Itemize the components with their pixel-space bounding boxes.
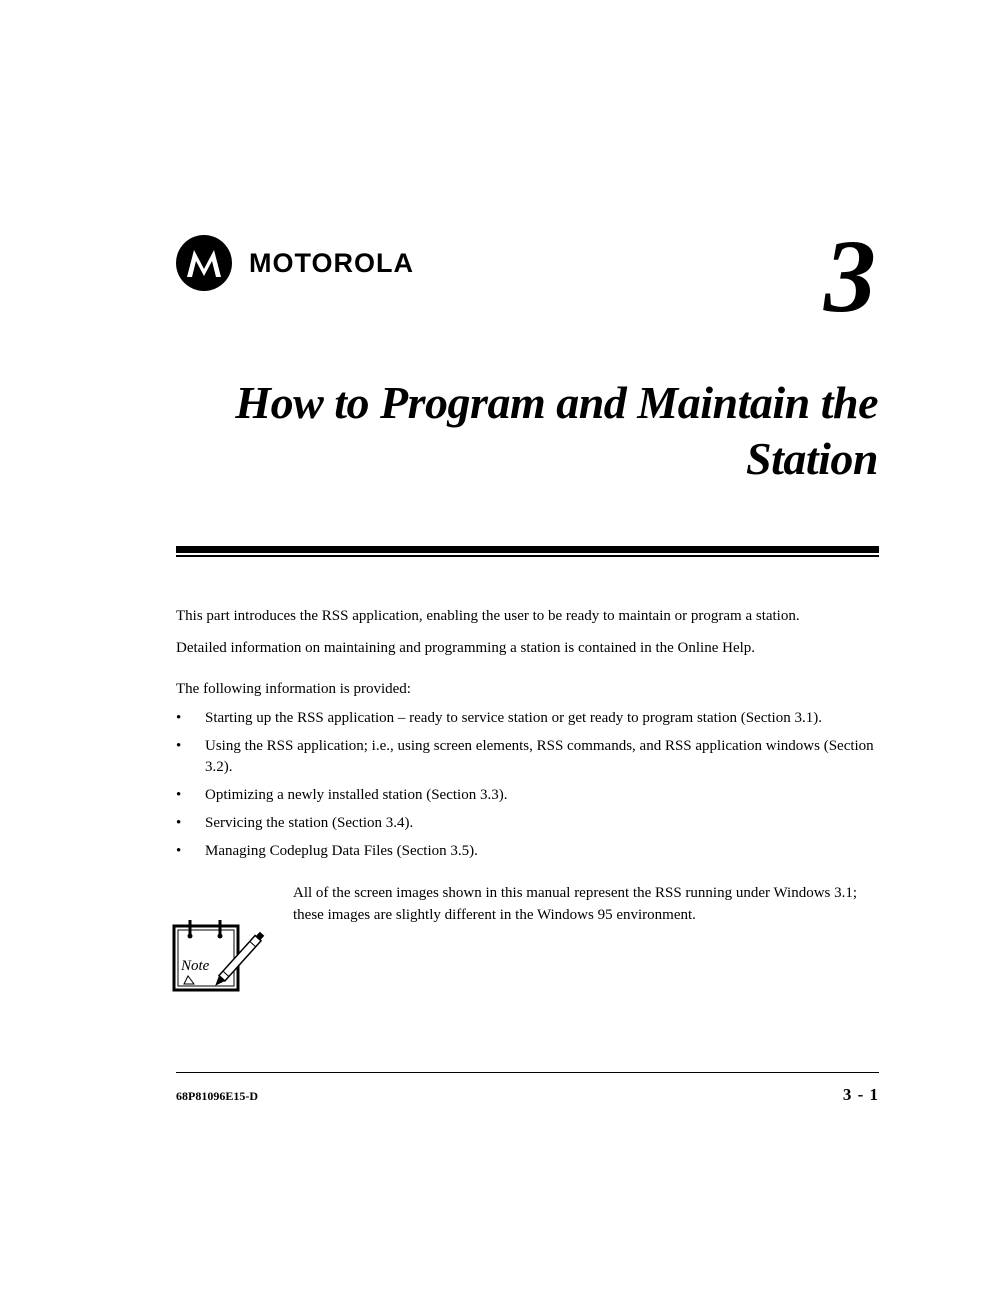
list-item: [176, 736, 896, 778]
document-number: 68P81096E15-D: [176, 1089, 258, 1103]
list-item: [176, 841, 896, 862]
list-item-text: Optimizing a newly installed station (Section 3.3).: [205, 787, 508, 803]
brand-name: MOTOROLA: [249, 248, 414, 278]
intro-paragraph-2: Detailed information on maintaining and programming a station is contained in the Online Help.: [176, 640, 756, 656]
list-item: [176, 785, 896, 806]
list-item: [176, 813, 896, 834]
intro-paragraph-1: This part introduces the RSS application, enabling the user to be ready to maintain or program a station.: [176, 608, 800, 624]
bullet-icon: •: [176, 787, 182, 803]
list-item-text: Starting up the RSS application – ready to service station or get ready to program station (Section 3.1).: [205, 710, 822, 726]
topic-list: [176, 708, 896, 869]
note-icon-label: Note: [181, 958, 210, 974]
bullet-icon: •: [176, 843, 182, 859]
page-number: 3 - 1: [842, 1085, 879, 1104]
chapter-number: 3: [824, 219, 876, 334]
list-heading: The following information is provided:: [176, 681, 411, 697]
chapter-title: How to Program and Maintain the Station: [235, 377, 878, 484]
motorola-logo-icon: [176, 235, 232, 291]
bullet-icon: •: [176, 710, 182, 726]
title-rule-thin: [176, 555, 879, 557]
title-rule-thick: [176, 546, 879, 553]
list-item-text: Using the RSS application; i.e., using screen elements, RSS commands, and RSS application windows (Section 3.2).: [205, 738, 874, 775]
bullet-icon: •: [176, 738, 182, 754]
note-text: All of the screen images shown in this manual represent the RSS running under Windows 3.1; these images are slightly different in the Windows 95 environment.: [293, 885, 858, 923]
list-item: [176, 708, 896, 729]
footer-rule: [176, 1072, 879, 1073]
bullet-icon: •: [176, 815, 182, 831]
list-item-text: Managing Codeplug Data Files (Section 3.5).: [205, 843, 478, 859]
list-item-text: Servicing the station (Section 3.4).: [205, 815, 414, 831]
note-icon: [172, 918, 276, 994]
